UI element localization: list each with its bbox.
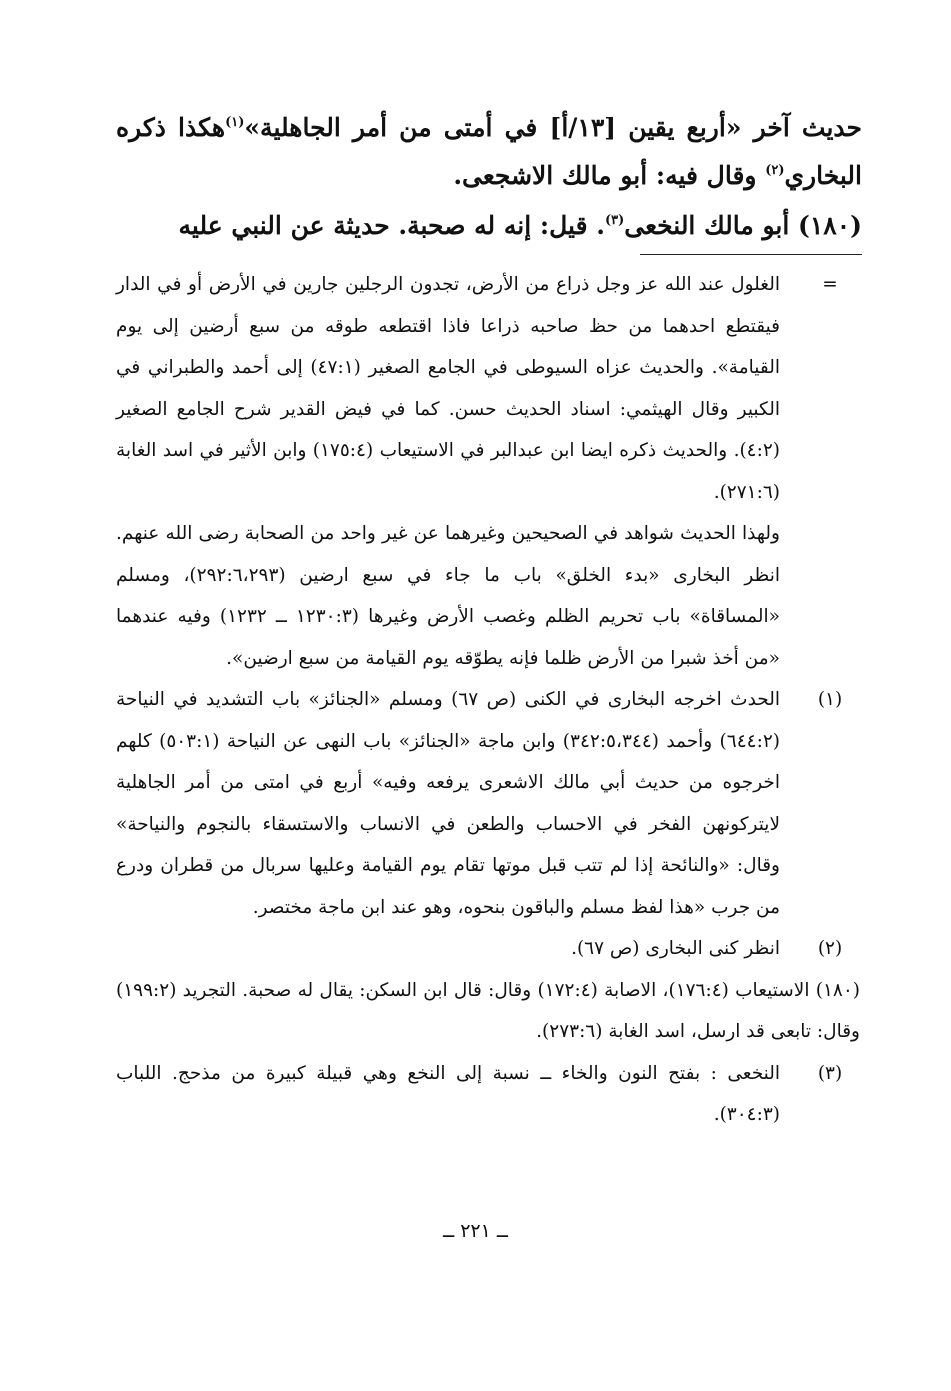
main-line1-b: ] في أمتى من أمر الجاهلية» (244, 113, 562, 142)
continuation-mark: = (822, 274, 838, 295)
footnote-2-text: انظر كنى البخارى (ص ٦٧). (571, 938, 780, 959)
footnote-1-mark: (١) (817, 689, 843, 710)
footnote-continuation (116, 264, 860, 513)
footnote-ref-1: (١) (225, 115, 245, 130)
footnote-ref-2: (٢) (765, 163, 785, 178)
footnote-2-mark: (٢) (817, 938, 843, 959)
entry-180 (116, 202, 862, 250)
main-line1-c: هكذا ذكره البخاري (116, 113, 862, 190)
footnote-3 (116, 1053, 860, 1136)
page-number: ــ ٢٢١ ــ (443, 1220, 508, 1242)
footnote-separator (640, 254, 862, 255)
main-text-paragraph (116, 104, 862, 200)
entry-text: . قيل: إنه له صحبة. حديثة عن النبي عليه (178, 211, 605, 240)
footnote-180-body: الاستيعاب (١٧٦:٤)، الاصابة (١٧٢:٤) وقال: قال ابن السكن: يقال له صحبة. التجريد (١٩٩:٢) وقال: تابعى قد ارسل، اسد الغابة (٢٧٣:٦). (116, 979, 860, 1042)
entry-name: أبو مالك النخعى (624, 211, 799, 240)
main-line1-a: حديث آخر «أربع يقين [ (604, 113, 862, 142)
footnote-180-mark: (١٨٠) (815, 979, 860, 1001)
footnote-3-mark: (٣) (817, 1062, 843, 1084)
footnote-1 (116, 679, 860, 928)
footnotes-section (116, 264, 860, 1136)
continuation-para2-text: ولهذا الحديث شواهد في الصحيحين وغيرهما عن غير واحد من الصحابة رضى الله عنهم. انظر البخارى «بدء الخلق» باب ما جاء في سبع ارضين (٢٩٢:٦،٢٩٣)، ومسلم «المساقاة» باب تحريم الظلم وغصب الأرض وغيرها (١٢٣٠:٣ ــ ١٢٣٢) وفيه عندهما «من أخذ شبرا من الأرض ظلما فإنه يطوّقه يوم القيامة من سبع ارضين». (116, 523, 780, 669)
entry-number: (١٨٠) (798, 211, 862, 240)
footnote-1-text: الحدث اخرجه البخارى في الكنى (ص ٦٧) ومسلم «الجنائز» باب التشديد في النياحة (٦٤٤:٢) وأحمد (٣٤٢:٥،٣٤٤) وابن ماجة «الجنائز» باب النهى عن النياحة (٥٠٣:١) كلهم اخرجوه من حديث أبي مالك الاشعرى يرفعه وفيه» أربع في امتى من أمر الجاهلية لايتركونهن الفخر في الاحساب والطعن في الانساب والاستسقاء بالنجوم والنياحة» وقال: «والنائحة إذا لم تتب قبل موتها تقام يوم القيامة وعليها سربال من قطران ودرع من جرب «هذا لفظ مسلم والباقون بنحوه، وهو عند ابن ماجة مختصر. (116, 689, 780, 918)
footnote-continuation-para2 (116, 513, 860, 679)
footnote-ref-3: (٣) (604, 213, 625, 228)
footnote-180-text (116, 970, 860, 1053)
footnote-3-text: النخعى : بفتح النون والخاء ــ نسبة إلى النخع وهي قبيلة كبيرة من مذحج. اللباب (٣٠٤:٣). (116, 1062, 780, 1125)
folio-reference: ١٣/أ (561, 113, 605, 142)
footnote-2 (116, 928, 860, 970)
main-line1-d: وقال فيه: أبو مالك الاشجعى. (453, 161, 766, 190)
continuation-text: الغلول عند الله عز وجل ذراع من الأرض، تجدون الرجلين جارين في الأرض أو في الدار فيقتطع احدهما من حظ صاحبه ذراعا فاذا اقتطعه طوقه من سبع أرضين إلى يوم القيامة». والحديث عزاه السيوطى في الجامع الصغير (٤٧:١) إلى أحمد والطبراني في الكبير وقال الهيثمي: اسناد الحديث حسن. كما في فيض القدير شرح الجامع الصغير (٤:٢). والحديث ذكره ايضا ابن عبدالبر في الاستيعاب (١٧٥:٤) وابن الأثير في اسد الغابة (٢٧١:٦). (116, 274, 780, 503)
footnote-180 (116, 970, 860, 1053)
